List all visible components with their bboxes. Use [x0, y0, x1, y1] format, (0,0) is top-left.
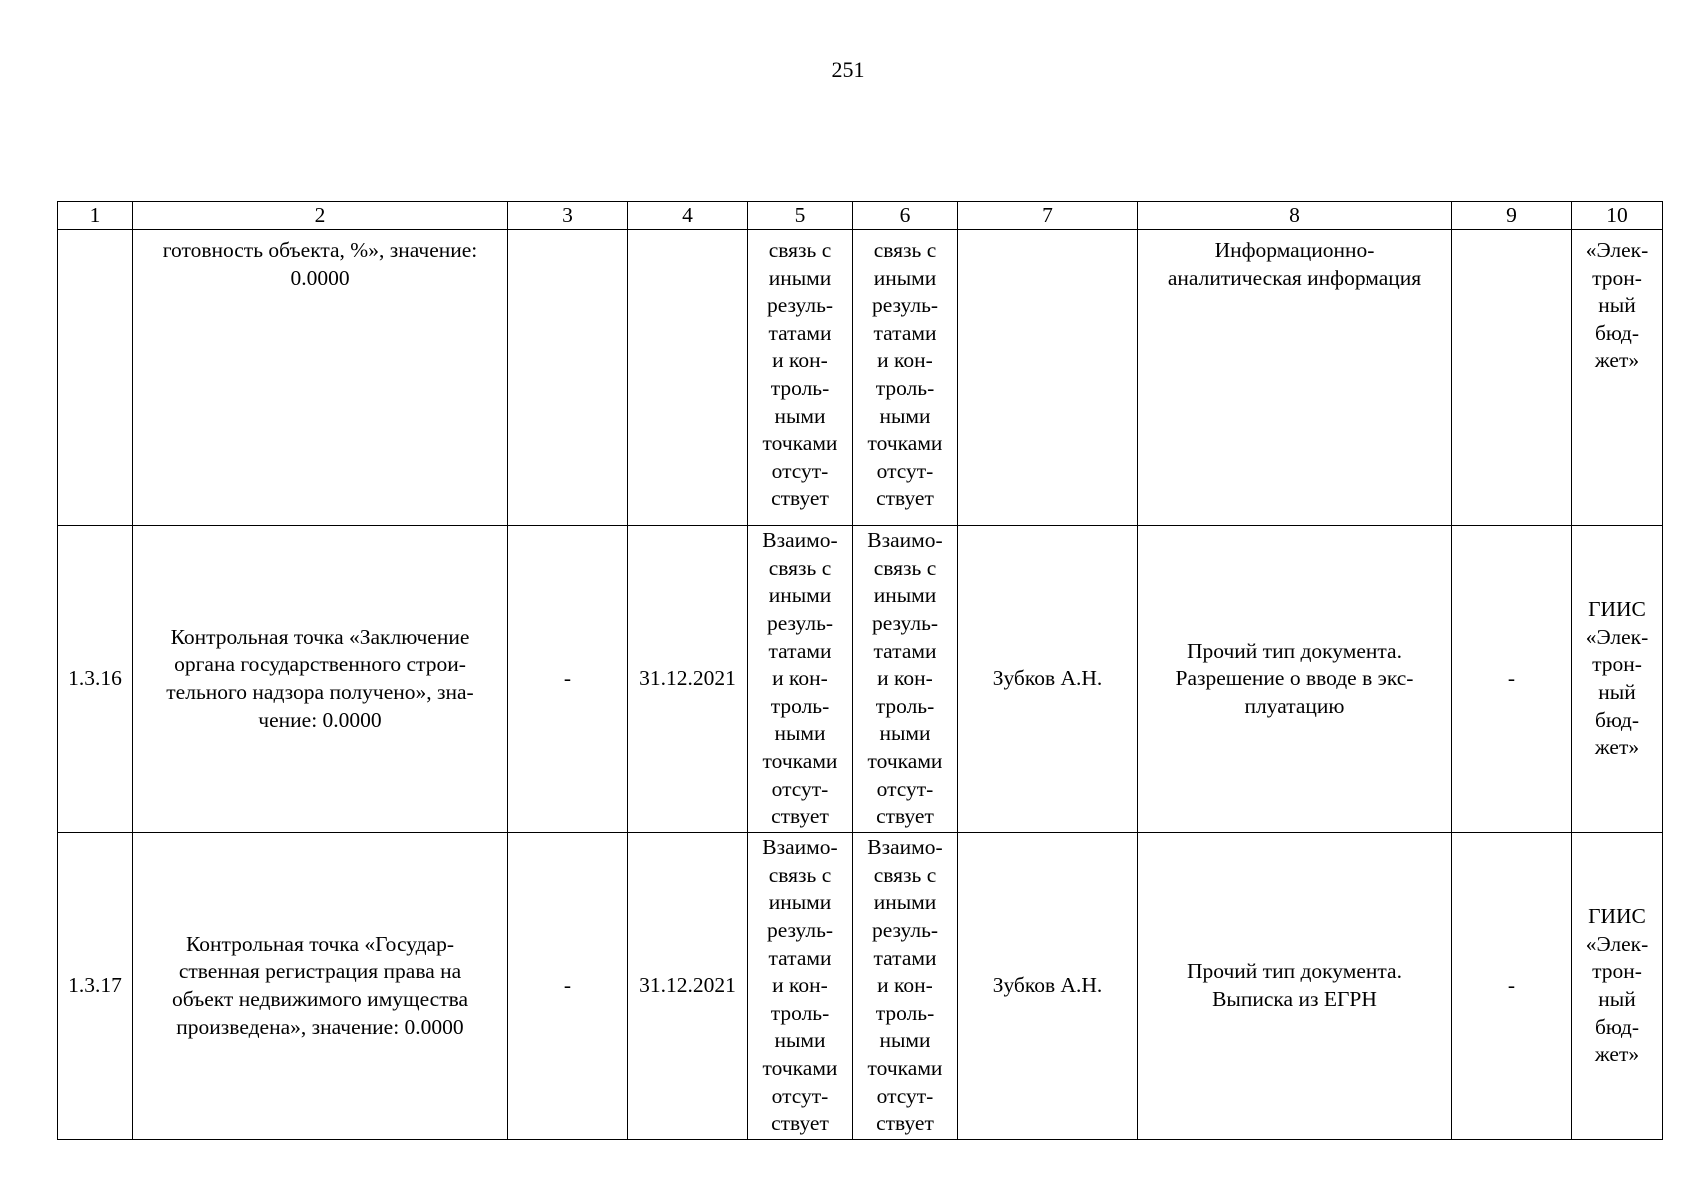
- column-header: 2: [133, 202, 508, 230]
- relation-line: и кон-: [877, 348, 933, 373]
- relation-line: Взаимо-: [867, 528, 943, 553]
- name-line: объект недвижимого имущества: [171, 987, 469, 1011]
- document-line: Информационно-: [1214, 238, 1375, 262]
- relation-line: ствует: [876, 1111, 934, 1136]
- column-header: 7: [958, 202, 1138, 230]
- name-line: 0.0000: [290, 265, 350, 290]
- relation-line: троль-: [770, 375, 830, 400]
- table-row: [58, 526, 1663, 833]
- table-row: [58, 230, 1663, 526]
- name-line: тельного надзора получено», зна-: [166, 680, 474, 704]
- system-line: ный: [1598, 293, 1636, 318]
- relation-cell: [853, 526, 958, 833]
- responsible-cell: Зубков А.Н.: [958, 833, 1138, 1140]
- page-number: 251: [831, 57, 865, 82]
- name-cell: [133, 230, 508, 526]
- system-line: ГИИС: [1588, 597, 1646, 622]
- system-line: трон-: [1592, 652, 1642, 677]
- relation-line: точками: [867, 431, 943, 456]
- document-line: плуатацию: [1244, 693, 1345, 718]
- relation-line: татами: [768, 320, 832, 345]
- name-cell: [133, 833, 508, 1140]
- relation-line: ными: [879, 1028, 931, 1053]
- system-line: бюд-: [1594, 1014, 1639, 1039]
- column-header: 8: [1138, 202, 1452, 230]
- relation-line: резуль-: [766, 293, 834, 318]
- relation-line: иными: [768, 583, 832, 608]
- system-line: трон-: [1592, 959, 1642, 984]
- relation-line: отсут-: [876, 458, 934, 483]
- col9-cell: -: [1452, 526, 1572, 833]
- relation-line: татами: [873, 320, 937, 345]
- relation-line: татами: [873, 638, 937, 663]
- responsible-cell: [958, 230, 1138, 526]
- col3-cell: -: [508, 833, 628, 1140]
- relation-line: точками: [762, 431, 838, 456]
- col9-cell: -: [1452, 833, 1572, 1140]
- relation-line: Взаимо-: [762, 528, 838, 553]
- system-cell: [1572, 230, 1663, 526]
- relation-line: татами: [768, 638, 832, 663]
- col3-cell: [508, 230, 628, 526]
- row-number-cell: 1.3.17: [58, 833, 133, 1140]
- relation-cell: [748, 833, 853, 1140]
- row-number-cell: 1.3.16: [58, 526, 133, 833]
- document-line: аналитическая информация: [1167, 265, 1422, 290]
- system-line: «Элек-: [1585, 931, 1649, 956]
- name-line: готовность объекта, %», значение:: [162, 238, 478, 262]
- relation-line: иными: [873, 583, 937, 608]
- relation-line: татами: [768, 945, 832, 970]
- relation-line: троль-: [770, 693, 830, 718]
- relation-line: связь с: [873, 238, 937, 262]
- column-header: 1: [58, 202, 133, 230]
- relation-cell: [748, 230, 853, 526]
- relation-line: резуль-: [766, 918, 834, 943]
- relation-line: резуль-: [766, 611, 834, 636]
- relation-line: отсут-: [771, 776, 829, 801]
- relation-line: иными: [768, 890, 832, 915]
- date-cell: 31.12.2021: [628, 833, 748, 1140]
- name-cell: [133, 526, 508, 833]
- date-cell: [628, 230, 748, 526]
- system-line: ГИИС: [1588, 904, 1646, 929]
- date-cell: 31.12.2021: [628, 526, 748, 833]
- relation-cell: [748, 526, 853, 833]
- relation-line: и кон-: [877, 666, 933, 691]
- system-cell: [1572, 833, 1663, 1140]
- relation-line: ными: [879, 721, 931, 746]
- relation-line: иными: [873, 265, 937, 290]
- system-line: жет»: [1594, 348, 1640, 373]
- relation-line: татами: [873, 945, 937, 970]
- document-cell: [1138, 526, 1452, 833]
- relation-line: ными: [774, 721, 826, 746]
- relation-line: Взаимо-: [867, 835, 943, 860]
- system-line: жет»: [1594, 735, 1640, 760]
- relation-line: ствует: [876, 804, 934, 829]
- col9-cell: [1452, 230, 1572, 526]
- system-line: бюд-: [1594, 707, 1639, 732]
- relation-cell: [853, 230, 958, 526]
- system-line: жет»: [1594, 1042, 1640, 1067]
- relation-line: ствует: [771, 804, 829, 829]
- relation-line: точками: [762, 748, 838, 773]
- relation-line: ными: [774, 403, 826, 428]
- name-line: Контрольная точка «Государ-: [185, 931, 455, 956]
- relation-line: Взаимо-: [762, 835, 838, 860]
- name-line: произведена», значение: 0.0000: [176, 1014, 464, 1039]
- table-row: [58, 833, 1663, 1140]
- name-line: чение: 0.0000: [258, 707, 382, 732]
- document-line: Выписка из ЕГРН: [1212, 987, 1377, 1011]
- relation-line: и кон-: [877, 973, 933, 998]
- system-line: «Элек-: [1585, 624, 1649, 649]
- col3-cell: -: [508, 526, 628, 833]
- header-row: [58, 202, 1663, 230]
- relation-line: троль-: [875, 1000, 935, 1025]
- column-header: 9: [1452, 202, 1572, 230]
- document-cell: [1138, 230, 1452, 526]
- relation-line: ствует: [771, 1111, 829, 1136]
- relation-line: точками: [867, 748, 943, 773]
- system-line: бюд-: [1594, 320, 1639, 345]
- name-line: Контрольная точка «Заключение: [170, 624, 470, 649]
- column-header: 3: [508, 202, 628, 230]
- relation-line: резуль-: [871, 918, 939, 943]
- name-line: органа государственного строи-: [174, 652, 466, 677]
- system-cell: [1572, 526, 1663, 833]
- relation-line: отсут-: [771, 1083, 829, 1108]
- relation-line: троль-: [875, 693, 935, 718]
- document-line: Разрешение о вводе в экс-: [1175, 666, 1414, 691]
- relation-line: отсут-: [876, 1083, 934, 1108]
- relation-line: и кон-: [772, 666, 828, 691]
- document-table: [57, 201, 1663, 1140]
- column-header: 6: [853, 202, 958, 230]
- system-line: ный: [1598, 680, 1636, 704]
- column-header: 10: [1572, 202, 1663, 230]
- relation-line: резуль-: [871, 611, 939, 636]
- relation-line: троль-: [875, 375, 935, 400]
- system-line: «Элек-: [1585, 238, 1649, 262]
- relation-line: связь с: [768, 555, 832, 580]
- relation-line: точками: [762, 1055, 838, 1080]
- relation-line: точками: [867, 1055, 943, 1080]
- relation-line: ствует: [771, 486, 829, 511]
- system-line: ный: [1598, 987, 1636, 1011]
- relation-line: связь с: [873, 862, 937, 887]
- name-line: ственная регистрация права на: [178, 959, 462, 984]
- relation-cell: [853, 833, 958, 1140]
- relation-line: троль-: [770, 1000, 830, 1025]
- relation-line: и кон-: [772, 348, 828, 373]
- relation-line: резуль-: [871, 293, 939, 318]
- relation-line: связь с: [768, 238, 832, 262]
- relation-line: отсут-: [771, 458, 829, 483]
- relation-line: отсут-: [876, 776, 934, 801]
- document-cell: [1138, 833, 1452, 1140]
- document-line: Прочий тип документа.: [1187, 959, 1402, 984]
- relation-line: и кон-: [772, 973, 828, 998]
- column-header: 5: [748, 202, 853, 230]
- document-line: Прочий тип документа.: [1187, 638, 1402, 663]
- row-number-cell: [58, 230, 133, 526]
- relation-line: иными: [873, 890, 937, 915]
- relation-line: ными: [879, 403, 931, 428]
- responsible-cell: Зубков А.Н.: [958, 526, 1138, 833]
- column-header: 4: [628, 202, 748, 230]
- system-line: трон-: [1592, 265, 1642, 290]
- relation-line: связь с: [768, 862, 832, 887]
- relation-line: связь с: [873, 555, 937, 580]
- relation-line: иными: [768, 265, 832, 290]
- relation-line: ствует: [876, 486, 934, 511]
- relation-line: ными: [774, 1028, 826, 1053]
